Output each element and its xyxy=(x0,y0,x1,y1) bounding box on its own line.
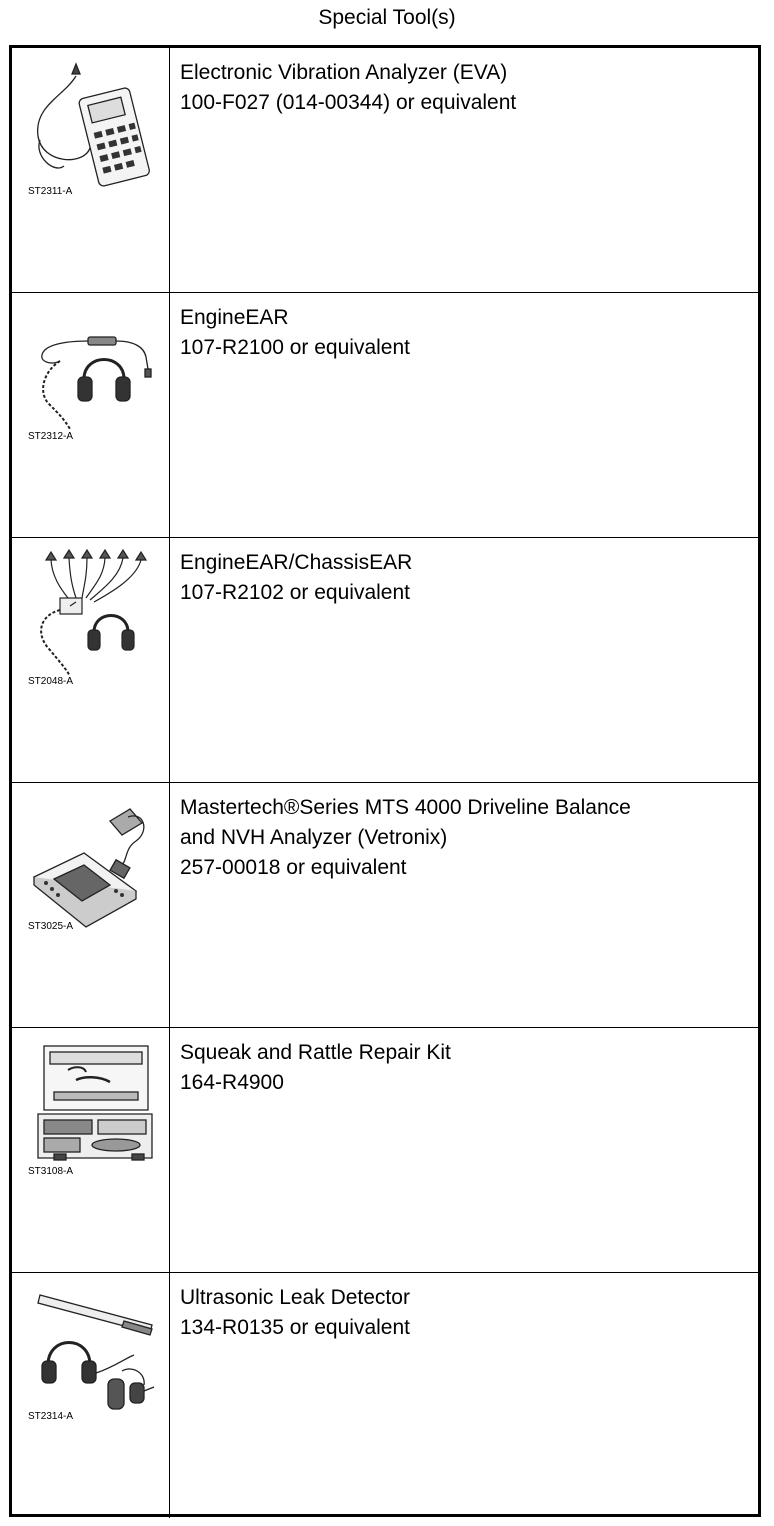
tool-description xyxy=(180,548,750,608)
mts-analyzer-icon xyxy=(24,791,158,941)
tool-image-cell xyxy=(12,1028,170,1272)
leak-detector-icon xyxy=(24,1281,158,1431)
figure-caption: ST3025-A xyxy=(28,921,74,932)
table-row xyxy=(12,783,758,1028)
table-row xyxy=(12,538,758,783)
tool-image-cell xyxy=(12,783,170,1027)
chassis-ear-clamps-icon xyxy=(24,546,158,696)
tool-image-cell xyxy=(12,48,170,292)
tool-image-cell xyxy=(12,1273,170,1518)
tool-description xyxy=(180,1038,750,1098)
tool-part-number: 107-R2102 or equivalent xyxy=(180,581,410,604)
tool-name: EngineEAR/ChassisEAR xyxy=(180,551,413,574)
figure-caption: ST3108-A xyxy=(28,1166,74,1177)
tool-name: Ultrasonic Leak Detector xyxy=(180,1286,410,1309)
tool-part-number: 107-R2100 or equivalent xyxy=(180,336,410,359)
tool-name: EngineEAR xyxy=(180,306,289,329)
tool-description xyxy=(180,1283,750,1343)
page-title: Special Tool(s) xyxy=(318,6,456,29)
tool-description xyxy=(180,58,750,118)
tool-part-number: 134-R0135 or equivalent xyxy=(180,1316,410,1339)
tool-name: Mastertech®Series MTS 4000 Driveline Balance xyxy=(180,796,631,819)
tool-description xyxy=(180,303,750,363)
figure-caption: ST2048-A xyxy=(28,676,74,687)
table-row xyxy=(12,48,758,293)
figure-caption: ST2312-A xyxy=(28,431,74,442)
special-tools-table xyxy=(9,45,761,1517)
tool-image-cell xyxy=(12,293,170,537)
repair-kit-case-icon xyxy=(24,1036,158,1186)
table-row xyxy=(12,293,758,538)
tool-name-continued: and NVH Analyzer (Vetronix) xyxy=(180,826,448,849)
tool-name: Squeak and Rattle Repair Kit xyxy=(180,1041,451,1064)
vibration-analyzer-icon xyxy=(24,56,158,206)
tool-part-number: 100-F027 (014-00344) or equivalent xyxy=(180,91,517,114)
tool-part-number: 257-00018 or equivalent xyxy=(180,856,407,879)
tool-part-number: 164-R4900 xyxy=(180,1071,284,1094)
tool-description xyxy=(180,793,750,883)
figure-caption: ST2314-A xyxy=(28,1411,74,1422)
table-row xyxy=(12,1273,758,1518)
engine-ear-headphones-icon xyxy=(24,301,158,451)
tool-image-cell xyxy=(12,538,170,782)
tool-name: Electronic Vibration Analyzer (EVA) xyxy=(180,61,508,84)
figure-caption: ST2311-A xyxy=(28,186,73,197)
table-row xyxy=(12,1028,758,1273)
